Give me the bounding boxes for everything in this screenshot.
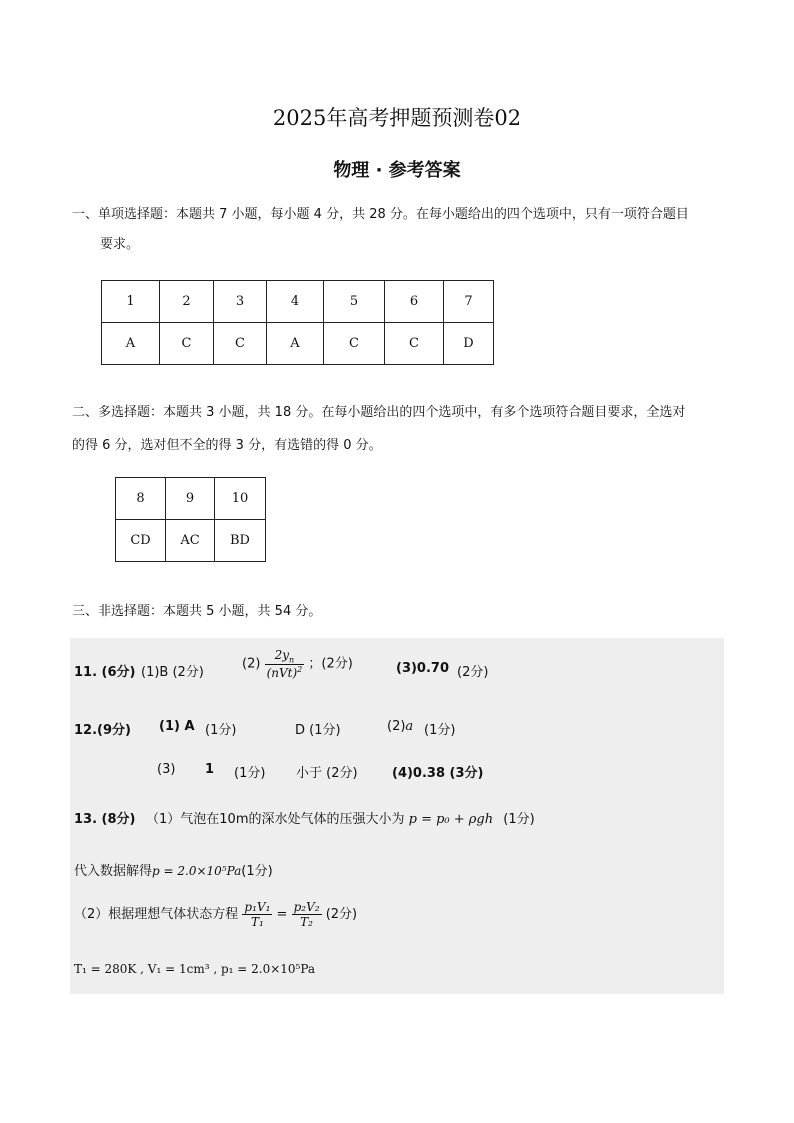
cell-a4: A — [267, 323, 324, 365]
q11-fraction-numerator: $2y_n$ — [265, 648, 305, 665]
section-1-heading: 一、单项选择题：本题共 7 小题，每小题 4 分，共 28 分。在每小题给出的四个选项中，只有一项符合题目 — [72, 207, 689, 222]
q11-label: 11. (6分) — [74, 665, 136, 680]
section-2-heading-cont: 的得 6 分，选对但不全的得 3 分，有选错的得 0 分。 — [72, 438, 382, 453]
q12-b2-score: (1分) — [234, 766, 266, 781]
q13-label: 13. (8分) — [74, 812, 136, 827]
q11-part1: (1)B (2分) — [141, 665, 204, 680]
answer-row — [102, 323, 494, 365]
q13-pressure-formula: p = p₀ + ρgh — [408, 812, 494, 827]
q12-a1-score: (1分) — [205, 723, 237, 738]
cell-q7: 7 — [444, 281, 494, 323]
cell-q6: 6 — [385, 281, 444, 323]
q12-a3: (2)a — [387, 719, 414, 734]
q12-b1: (3) — [157, 762, 176, 777]
section-1-heading-cont: 要求。 — [100, 237, 140, 252]
q12-a1: (1) A — [159, 719, 195, 734]
cell-a9: AC — [166, 520, 215, 562]
q12-b2: 1 — [205, 762, 215, 777]
cell-q1: 1 — [102, 281, 160, 323]
q12-b4: (4)0.38 (3分) — [392, 766, 484, 781]
cell-q4: 4 — [267, 281, 324, 323]
q11-part2-prefix: (2) — [242, 656, 261, 672]
question-number-row — [116, 478, 266, 520]
cell-q5: 5 — [324, 281, 385, 323]
q11-fraction-denominator: (nVt)$^2$ — [266, 665, 303, 681]
q12-b3: 小于 (2分) — [296, 766, 358, 781]
cell-a5: C — [324, 323, 385, 365]
cell-q3: 3 — [214, 281, 267, 323]
q11-part2 — [242, 648, 353, 680]
q13-fraction-right: $\frac{\text{p₂V₂}}{\text{T₂}}$ — [293, 900, 320, 929]
cell-q2: 2 — [160, 281, 214, 323]
cell-a10: BD — [215, 520, 266, 562]
answer-key-subtitle: 物理 · 参考答案 — [333, 160, 461, 181]
q11-part3: (3)0.70 — [396, 661, 450, 676]
cell-a8: CD — [116, 520, 166, 562]
exam-title: 2025年高考押题预测卷02 — [272, 106, 522, 130]
cell-q10: 10 — [215, 478, 266, 520]
q11-fraction — [265, 648, 305, 680]
q12-a2: D (1分) — [295, 723, 341, 738]
question-number-row — [102, 281, 494, 323]
cell-a3: C — [214, 323, 267, 365]
q13-part1: （1）气泡在10m的深水处气体的压强大小为 p = p₀ + ρgh (1分) — [146, 812, 535, 827]
q11-part2-score: ；(2分) — [308, 656, 353, 672]
cell-q9: 9 — [166, 478, 215, 520]
q13-part2: （2）根据理想气体状态方程 $\frac{\text{p₁V₁}}{\text{T₁}}$ = $\frac{\text{p₂V₂}}{\text{T₂}}$ (2分) — [74, 900, 358, 929]
q13-pressure-value: p = 2.0×10⁵Pa — [152, 864, 242, 878]
answer-row — [116, 520, 266, 562]
section-3-heading: 三、非选择题：本题共 5 小题，共 54 分。 — [72, 604, 322, 619]
q12-label: 12.(9分) — [74, 723, 131, 738]
cell-a1: A — [102, 323, 160, 365]
q13-fraction-left: $\frac{\text{p₁V₁}}{\text{T₁}}$ — [244, 900, 271, 929]
cell-a7: D — [444, 323, 494, 365]
section-2-heading: 二、多选择题：本题共 3 小题，共 18 分。在每小题给出的四个选项中，有多个选项符合题目要求，全选对 — [72, 405, 686, 420]
single-choice-answer-table — [101, 280, 494, 365]
cell-a2: C — [160, 323, 214, 365]
q13-line2: 代入数据解得p = 2.0×10⁵Pa(1分) — [74, 864, 273, 879]
cell-a6: C — [385, 323, 444, 365]
q13-given-values: T₁ = 280K , V₁ = 1cm³ , p₁ = 2.0×10⁵Pa — [74, 962, 316, 976]
cell-q8: 8 — [116, 478, 166, 520]
q12-a3-score: (1分) — [424, 723, 456, 738]
multiple-choice-answer-table — [115, 477, 266, 562]
q11-part3-score: (2分) — [457, 665, 489, 680]
